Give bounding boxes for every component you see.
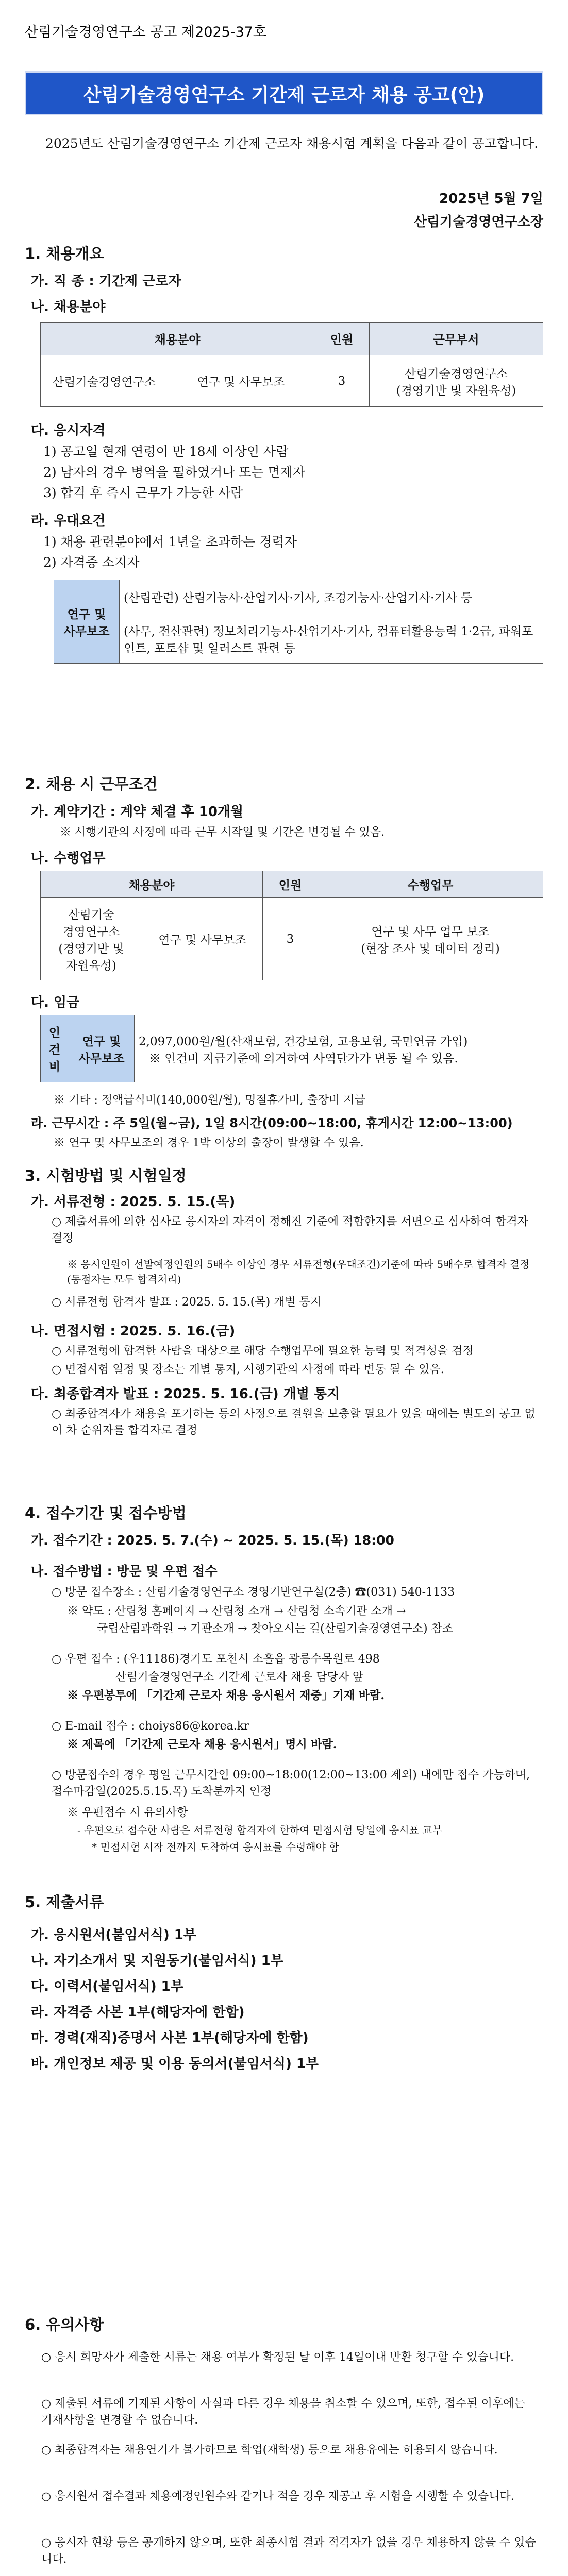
notice-date: 2025년 5월 7일 xyxy=(439,191,543,207)
wage-label-2: 건 xyxy=(48,1043,61,1057)
doc-item-2: 나. 자기소개서 및 지원동기(붙임서식) 1부 xyxy=(31,1953,283,1969)
wage-job-l1: 연구 및 xyxy=(82,1034,121,1048)
cert-label-line2: 사무보조 xyxy=(63,624,110,638)
cert-office: (사무, 전산관련) 정보처리기능사·산업기사·기사, 컴퓨터활용능력 1·2급, 파워포인트, 포토샵 및 일러스트 관련 등 xyxy=(120,614,543,664)
td-count: 3 xyxy=(314,355,370,407)
duty-table xyxy=(40,871,543,980)
section-4-title: 4. 접수기간 및 접수방법 xyxy=(25,1504,187,1522)
s4-map-note-2: 국립산림과학원 → 기관소개 → 찾아오시는 길(산림기술경영연구소) 참조 xyxy=(97,1622,454,1635)
th-field: 채용분야 xyxy=(41,323,314,355)
wage-amount-note: ※ 인건비 지급기준에 의거하여 사역단가가 변동 될 수 있음. xyxy=(149,1052,458,1065)
section-6-title: 6. 유의사항 xyxy=(25,2316,104,2333)
duty-field-l2: 경영연구소 xyxy=(62,925,120,939)
td-dept-line2: (경영기반 및 자원육성) xyxy=(396,384,516,398)
s2-work-hours: 라. 근무시간 : 주 5일(월~금), 1일 8시간(09:00~18:00, 휴게시간 12:00~13:00) xyxy=(31,1116,513,1130)
duty-td-count: 3 xyxy=(263,898,318,980)
duty-field-l4: 자원육성) xyxy=(66,959,116,973)
wage-amount: 2,097,000원/월(산재보험, 건강보험, 고용보험, 국민연금 가입) xyxy=(139,1035,468,1048)
s4-period: 가. 접수기간 : 2025. 5. 7.(수) ~ 2025. 5. 15.(목) 18:00 xyxy=(31,1533,394,1548)
s3-interview-bullet-1: ○ 서류전형에 합격한 사람을 대상으로 해당 수행업무에 필요한 능력 및 적격성을 검정 xyxy=(52,1345,474,1358)
doc-item-3: 다. 이력서(붙임서식) 1부 xyxy=(31,1979,183,1994)
doc-item-5: 마. 경력(재직)증명서 사본 1부(해당자에 한함) xyxy=(31,2030,309,2046)
caution-5: ○ 응시자 현황 등은 공개하지 않으며, 또한 최종시험 결과 적격자가 없을 경우 채용하지 않을 수 있습니다. xyxy=(41,2536,536,2566)
s4-visit: ○ 방문 접수장소 : 산림기술경영연구소 경영기반연구실(2층) ☎(031) 540-1133 xyxy=(52,1586,455,1599)
s2-contract-period: 가. 계약기간 : 계약 체결 후 10개월 xyxy=(31,804,244,820)
duty-task-l2: (현장 조사 및 데이터 정리) xyxy=(361,942,500,956)
s3-final-bullet: ○ 최종합격자가 채용을 포기하는 등의 사정으로 결원을 보충할 필요가 있을 때에는 별도의 공고 없이 차 순위자를 합격자로 결정 xyxy=(52,1408,536,1437)
wage-label xyxy=(41,1015,69,1082)
duty-td-field xyxy=(41,898,142,980)
s4-mail-caution-1: - 우편으로 접수한 사람은 서류전형 합격자에 한하여 면접시험 당일에 응시표 교부 xyxy=(77,1824,442,1836)
duty-td-job: 연구 및 사무보조 xyxy=(142,898,263,980)
qualification-1: 1) 공고일 현재 연령이 만 18세 이상인 사람 xyxy=(43,444,289,459)
s4-mail-caution: ※ 우편접수 시 유의사항 xyxy=(67,1806,188,1819)
certificate-table xyxy=(54,580,543,664)
td-dept xyxy=(370,355,543,407)
s4-method: 나. 접수방법 : 방문 및 우편 접수 xyxy=(31,1564,218,1579)
duty-field-l3: (경영기반 및 xyxy=(58,942,124,956)
cert-label-line1: 연구 및 xyxy=(67,607,106,621)
wage-job xyxy=(69,1015,135,1082)
section-3-title: 3. 시험방법 및 시험일정 xyxy=(25,1167,187,1184)
s2-wage-heading: 다. 임금 xyxy=(31,995,80,1010)
caution-1: ○ 응시 희망자가 제출한 서류는 채용 여부가 확정된 날 이후 14일이내 반환 청구할 수 있습니다. xyxy=(41,2351,514,2364)
wage-label-1: 인 xyxy=(48,1026,61,1040)
duty-field-l1: 산림기술 xyxy=(68,908,114,922)
s3-final-announce: 다. 최종합격자 발표 : 2025. 5. 16.(금) 개별 통지 xyxy=(31,1386,340,1402)
td-org: 산림기술경영연구소 xyxy=(41,355,168,407)
duty-th-count: 인원 xyxy=(263,871,318,898)
section-2-title: 2. 채용 시 근무조건 xyxy=(25,775,158,793)
s1-qualification-heading: 다. 응시자격 xyxy=(31,423,106,438)
qualification-3: 3) 합격 후 즉시 근무가 가능한 사람 xyxy=(43,485,243,500)
caution-4: ○ 응시원서 접수결과 채용예정인원수와 같거나 적을 경우 재공고 후 시험을 시행할 수 있습니다. xyxy=(41,2490,514,2503)
s4-mail: ○ 우편 접수 : (우11186)경기도 포천시 소흘읍 광릉수목원로 498 xyxy=(52,1653,380,1666)
s3-interview: 나. 면접시험 : 2025. 5. 16.(금) xyxy=(31,1324,236,1339)
s2-wage-note: ※ 기타 : 정액급식비(140,000원/월), 명절휴가비, 출장비 지급 xyxy=(54,1094,365,1107)
s2-work-hours-note: ※ 연구 및 사무보조의 경우 1박 이상의 출장이 발생할 수 있음. xyxy=(54,1137,364,1149)
s3-doc-note: ※ 응시인원이 선발예정인원의 5배수 이상인 경우 서류전형(우대조건)기준에 따라 5배수로 합격자 결정(동점자는 모두 합격처리) xyxy=(67,1258,530,1285)
s1-field-heading: 나. 채용분야 xyxy=(31,299,106,315)
duty-td-task xyxy=(318,898,543,980)
page-title: 산림기술경영연구소 기간제 근로자 채용 공고(안) xyxy=(25,71,543,115)
duty-task-l1: 연구 및 사무 업무 보조 xyxy=(371,925,490,939)
preference-2: 2) 자격증 소지자 xyxy=(43,555,140,570)
th-count: 인원 xyxy=(314,323,370,355)
section-5-title: 5. 제출서류 xyxy=(25,1893,104,1911)
s4-mail-note: ※ 우편봉투에 「기간제 근로자 채용 응시원서 재중」기재 바람. xyxy=(67,1689,385,1702)
s1-preference-heading: 라. 우대요건 xyxy=(31,513,106,529)
wage-table xyxy=(40,1015,543,1082)
s3-doc-bullet-1: ○ 제출서류에 의한 심사로 응시자의 자격이 정해진 기준에 적합한지를 서면으로 심사하여 합격자 결정 xyxy=(52,1215,528,1245)
td-dept-line1: 산림기술경영연구소 xyxy=(405,367,508,381)
section-1-title: 1. 채용개요 xyxy=(25,245,104,262)
intro-text: 2025년도 산림기술경영연구소 기간제 근로자 채용시험 계획을 다음과 같이 공고합니다. xyxy=(45,136,539,151)
s4-email: ○ E-mail 접수 : choiys86@korea.kr xyxy=(52,1720,249,1733)
duty-th-task: 수행업무 xyxy=(318,871,543,898)
th-dept: 근무부서 xyxy=(370,323,543,355)
cert-label xyxy=(54,580,120,664)
s4-map-note: ※ 약도 : 산림청 홈페이지 → 산림청 소개 → 산림청 소속기관 소개 → xyxy=(67,1605,406,1618)
s4-mail-caution-2: * 면접시험 시작 전까지 도착하여 응시표를 수령해야 함 xyxy=(92,1841,339,1853)
preference-1: 1) 채용 관련분야에서 1년을 초과하는 경력자 xyxy=(43,534,297,549)
recruit-field-table xyxy=(40,322,543,407)
s4-mail-2: 산림기술경영연구소 기간제 근로자 채용 담당자 앞 xyxy=(115,1671,364,1684)
wage-job-l2: 사무보조 xyxy=(78,1051,125,1065)
qualification-2: 2) 남자의 경우 병역을 필하였거나 또는 면제자 xyxy=(43,465,306,480)
s3-interview-bullet-2: ○ 면접시험 일정 및 장소는 개별 통지, 시행기관의 사정에 따라 변동 될 수 있음. xyxy=(52,1363,444,1376)
doc-item-4: 라. 자격증 사본 1부(해당자에 한함) xyxy=(31,2005,245,2020)
doc-item-6: 바. 개인정보 제공 및 이용 동의서(붙임서식) 1부 xyxy=(31,2056,319,2072)
s2-contract-note: ※ 시행기관의 사정에 따라 근무 시작일 및 기간은 변경될 수 있음. xyxy=(60,826,385,839)
td-job: 연구 및 사무보조 xyxy=(168,355,314,407)
wage-label-3: 비 xyxy=(48,1060,61,1074)
cert-forestry: (산림관련) 산림기능사·산업기사·기사, 조경기능사·산업기사·기사 등 xyxy=(120,580,543,614)
s3-doc-bullet-2: ○ 서류전형 합격자 발표 : 2025. 5. 15.(목) 개별 통지 xyxy=(52,1296,322,1309)
s2-duty-heading: 나. 수행업무 xyxy=(31,851,106,866)
caution-3: ○ 최종합격자는 채용연기가 불가하므로 학업(재학생) 등으로 채용유예는 허용되지 않습니다. xyxy=(41,2444,498,2456)
s3-document-screening: 가. 서류전형 : 2025. 5. 15.(목) xyxy=(31,1194,236,1210)
wage-detail xyxy=(135,1015,543,1082)
duty-th-field: 채용분야 xyxy=(41,871,263,898)
notice-signer: 산림기술경영연구소장 xyxy=(413,214,543,230)
s4-visit-hours: ○ 방문접수의 경우 평일 근무시간인 09:00~18:00(12:00~13:00 제외) 내에만 접수 가능하며, 접수마감일(2025.5.15.목) 도착분까지 인정 xyxy=(52,1769,530,1798)
caution-2: ○ 제출된 서류에 기재된 사항이 사실과 다른 경우 채용을 취소할 수 있으며, 또한, 접수된 이후에는 기재사항을 변경할 수 없습니다. xyxy=(41,2397,525,2427)
doc-item-1: 가. 응시원서(붙임서식) 1부 xyxy=(31,1927,196,1943)
s1-job-type: 가. 직 종 : 기간제 근로자 xyxy=(31,274,181,289)
notice-number: 산림기술경영연구소 공고 제2025-37호 xyxy=(25,24,267,40)
s4-email-note: ※ 제목에 「기간제 근로자 채용 응시원서」명시 바람. xyxy=(67,1738,337,1751)
